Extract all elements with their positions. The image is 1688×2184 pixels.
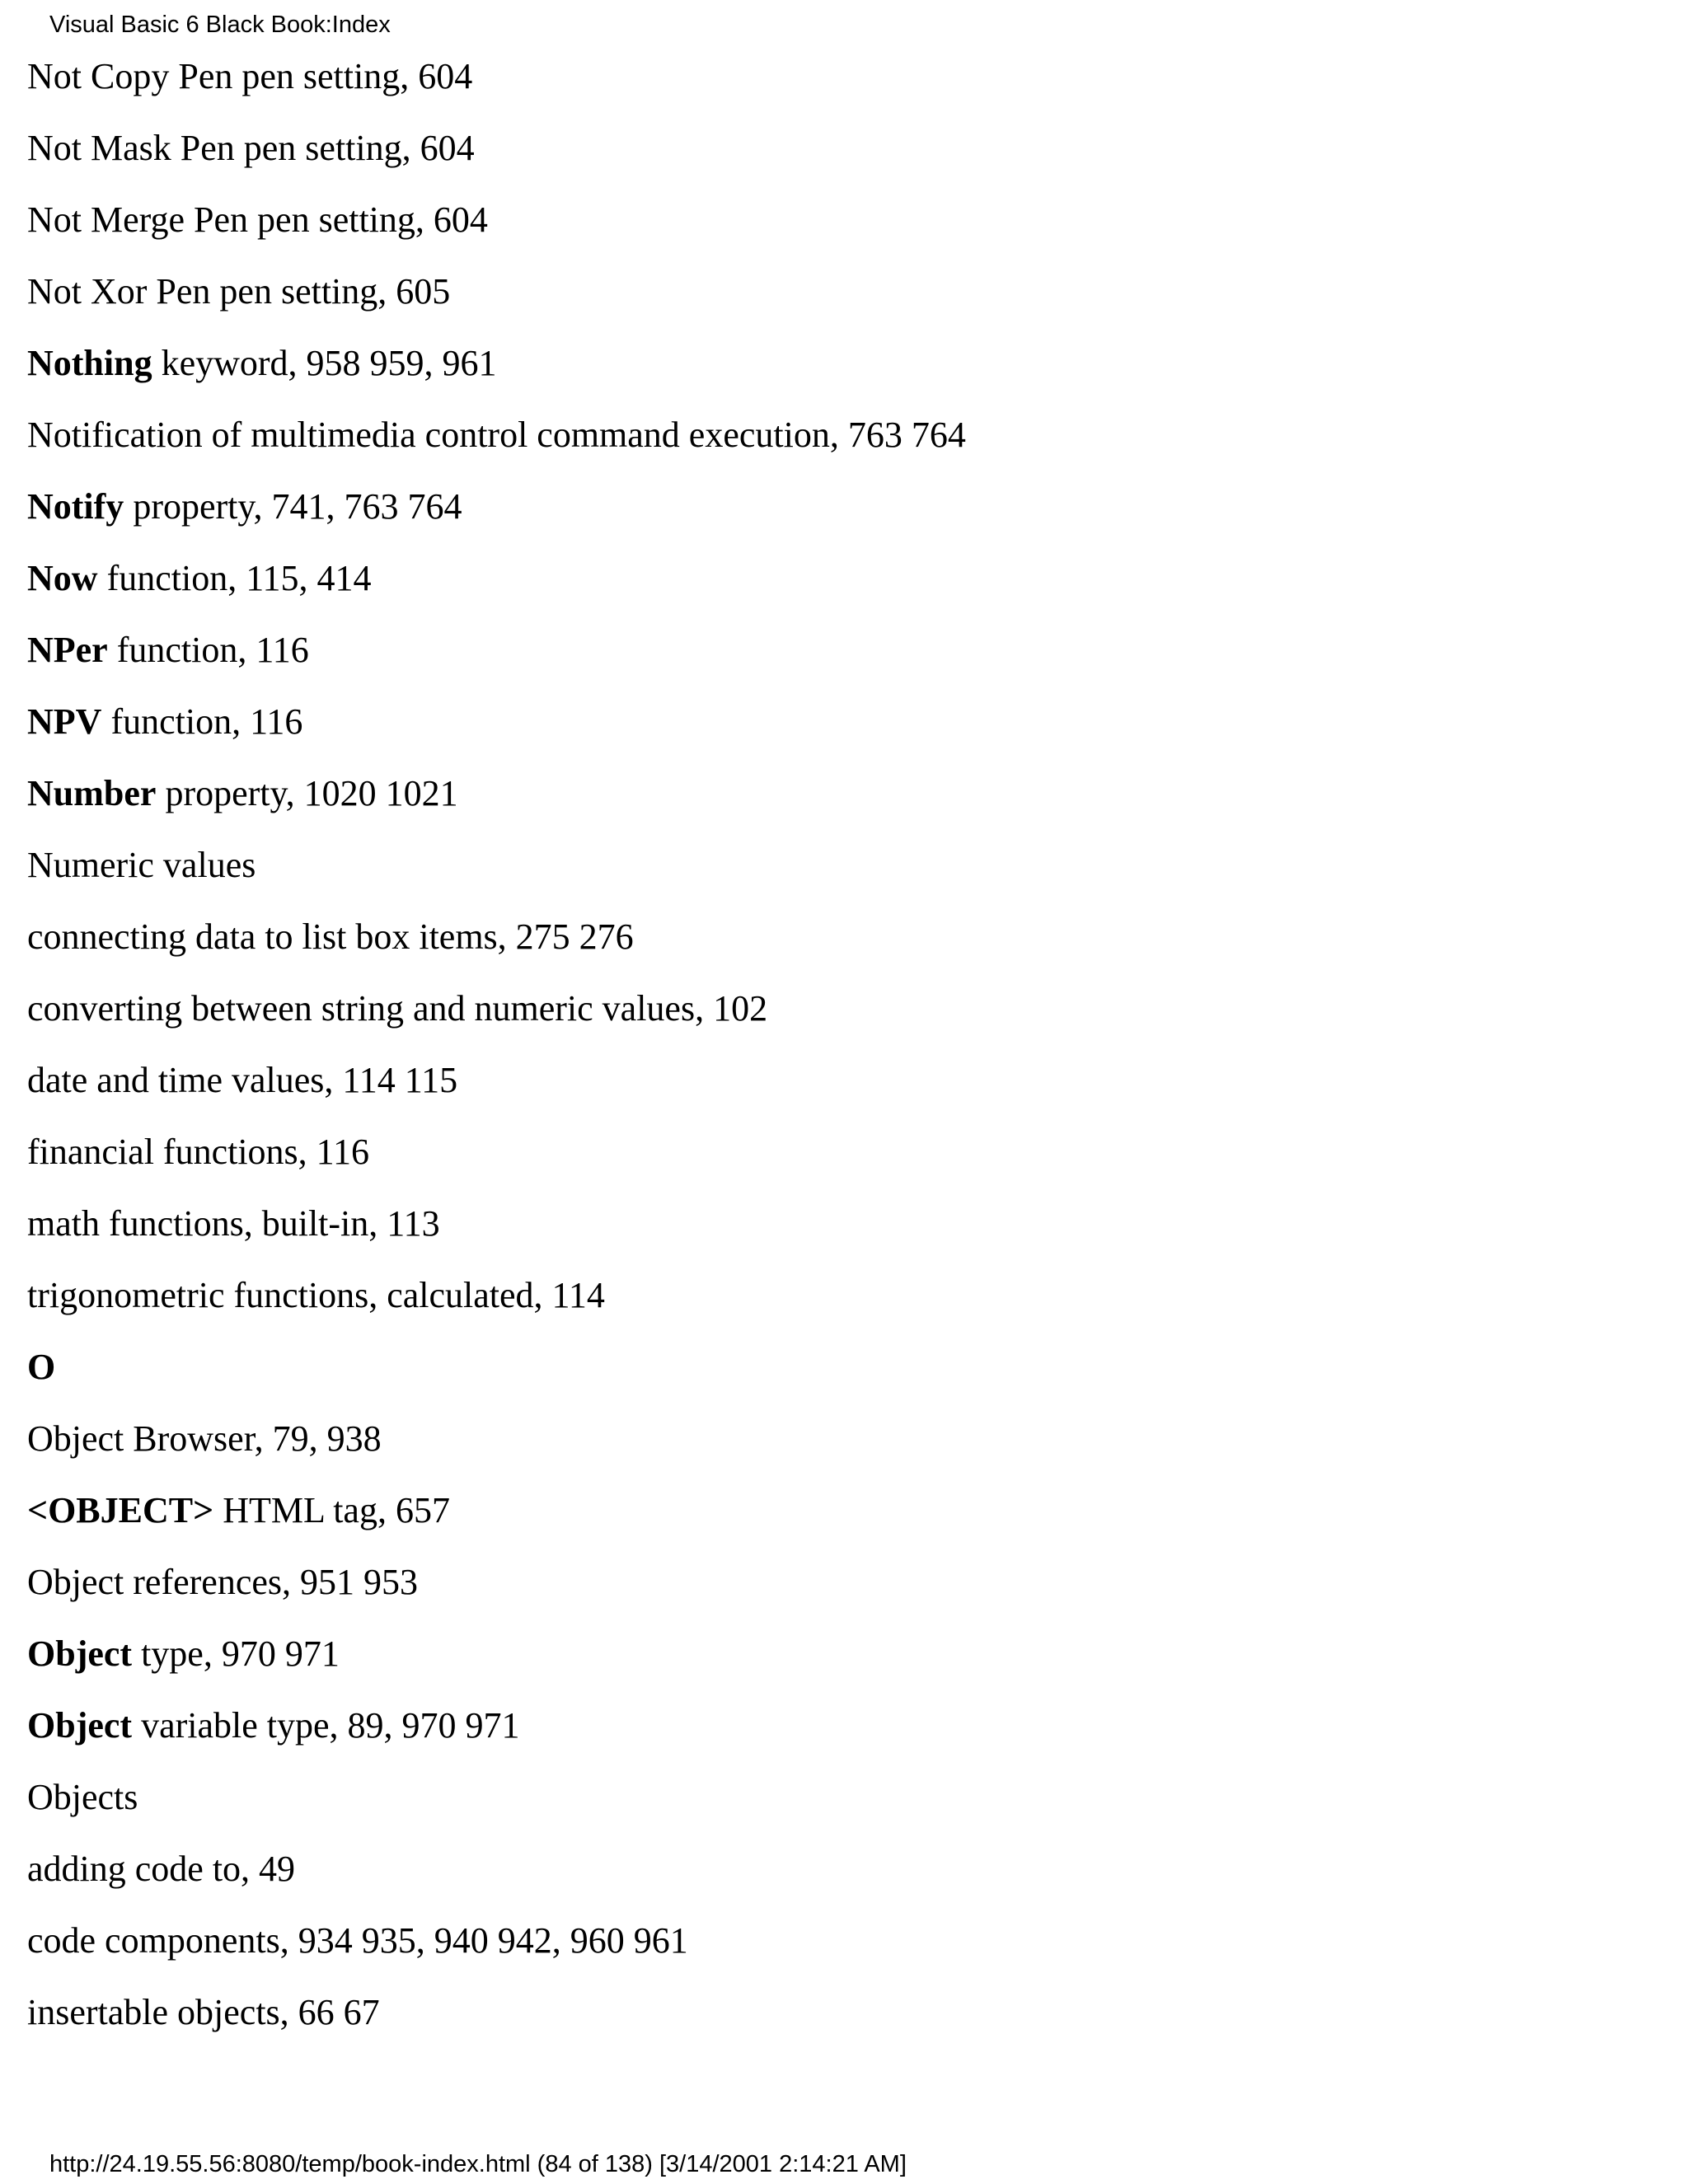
index-text: Numeric values [27, 845, 256, 885]
index-term: Notify [27, 486, 124, 527]
page-footer-url: http://24.19.55.56:8080/temp/book-index.html (84 of 138) [3/14/2001 2:14:21 AM] [49, 2151, 907, 2177]
index-text: function, 116 [107, 630, 309, 670]
page-header: Visual Basic 6 Black Book:Index [49, 12, 391, 38]
index-entry [27, 1907, 966, 1979]
index-text: function, 116 [101, 701, 303, 742]
index-term: NPer [27, 630, 108, 670]
section-letter-o [27, 1333, 966, 1405]
index-term: <OBJECT> [27, 1490, 214, 1530]
index-entry [27, 1190, 966, 1262]
index-entry [27, 1405, 966, 1477]
index-text: function, 115, 414 [97, 558, 372, 598]
index-entry [27, 760, 966, 832]
index-text: property, 741, 763 764 [124, 486, 462, 527]
index-text: insertable objects, 66 67 [27, 1992, 380, 2032]
index-term: Now [27, 558, 98, 598]
index-term: Object [27, 1705, 133, 1746]
index-text: Not Xor Pen pen setting, 605 [27, 271, 451, 312]
index-entry [27, 616, 966, 688]
index-entry [27, 832, 966, 903]
index-text: Notification of multimedia control command execution, 763 764 [27, 415, 966, 455]
index-entry [27, 1118, 966, 1190]
index-entry [27, 1477, 966, 1549]
index-entry [27, 258, 966, 330]
index-entry [27, 545, 966, 616]
index-entry [27, 1764, 966, 1835]
index-text: date and time values, 114 115 [27, 1060, 458, 1100]
index-text: Not Mask Pen pen setting, 604 [27, 128, 475, 168]
index-entry [27, 1692, 966, 1764]
index-text: Object Browser, 79, 938 [27, 1418, 382, 1459]
index-text: trigonometric functions, calculated, 114 [27, 1275, 605, 1315]
index-entry [27, 330, 966, 401]
index-entry [27, 473, 966, 545]
index-entry [27, 1262, 966, 1333]
index-entry [27, 1047, 966, 1118]
index-text: adding code to, 49 [27, 1849, 296, 1889]
index-text: property, 1020 1021 [156, 773, 458, 813]
index-entry [27, 186, 966, 258]
index-entry [27, 1835, 966, 1907]
index-entry [27, 115, 966, 186]
index-entry [27, 1549, 966, 1620]
index-text: type, 970 971 [132, 1633, 340, 1674]
index-entry [27, 43, 966, 115]
index-text: HTML tag, 657 [213, 1490, 450, 1530]
index-text: Objects [27, 1777, 138, 1817]
index-term: Number [27, 773, 157, 813]
index-text: math functions, built-in, 113 [27, 1203, 440, 1244]
index-text: Object references, 951 953 [27, 1562, 419, 1602]
index-list [27, 43, 966, 2050]
index-term: O [27, 1347, 56, 1387]
index-text: Not Merge Pen pen setting, 604 [27, 199, 488, 240]
index-text: keyword, 958 959, 961 [152, 343, 497, 383]
index-term: NPV [27, 701, 102, 742]
index-term: Object [27, 1633, 133, 1674]
index-entry [27, 1979, 966, 2050]
index-text: code components, 934 935, 940 942, 960 961 [27, 1920, 688, 1961]
index-text: converting between string and numeric values, 102 [27, 988, 768, 1029]
index-term: Nothing [27, 343, 152, 383]
index-text: financial functions, 116 [27, 1132, 370, 1172]
index-entry [27, 975, 966, 1047]
index-entry [27, 1620, 966, 1692]
index-entry [27, 401, 966, 473]
index-text: Not Copy Pen pen setting, 604 [27, 56, 473, 96]
index-text: variable type, 89, 970 971 [132, 1705, 520, 1746]
index-text: connecting data to list box items, 275 276 [27, 916, 634, 957]
index-entry [27, 903, 966, 975]
index-entry [27, 688, 966, 760]
